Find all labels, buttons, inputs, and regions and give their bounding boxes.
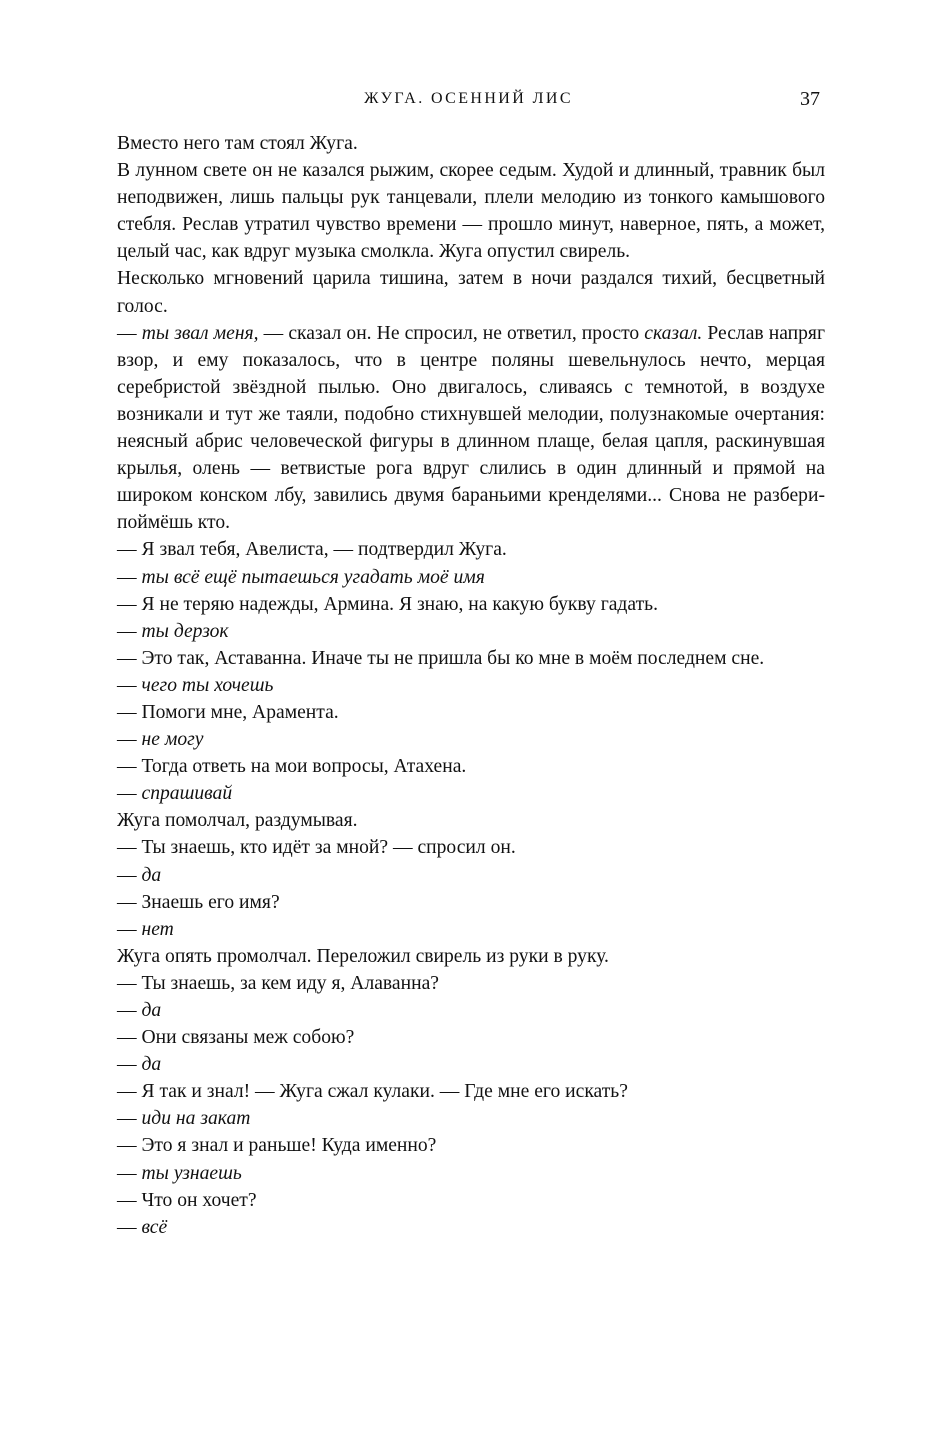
dialogue-dash: — [117, 1162, 142, 1184]
italic-speech: не могу [141, 729, 204, 751]
dialogue-line [117, 1187, 825, 1214]
page-number: 37 [800, 88, 820, 110]
italic-speech: да [141, 1000, 162, 1021]
text-run: — Это так, Аставанна. Иначе ты не пришла бы ко мне в моём последнем сне. [117, 647, 765, 669]
dialogue-dash: — [117, 1108, 142, 1130]
dialogue-line [117, 970, 825, 997]
dialogue-line [117, 1214, 825, 1241]
italic-speech: чего ты хочешь [141, 674, 274, 696]
dialogue-line [117, 1078, 825, 1105]
dialogue-dash: — [117, 864, 142, 886]
dialogue-line [117, 536, 825, 563]
dialogue-dash: — [117, 322, 142, 344]
running-header-title: ЖУГА. ОСЕННИЙ ЛИС [364, 90, 573, 107]
text-run: — Я не теряю надежды, Армина. Я знаю, на какую букву гадать. [117, 593, 658, 615]
italic-speech: да [141, 864, 162, 886]
italic-speech: всё [141, 1216, 168, 1238]
text-run: — Ты знаешь, за кем иду я, Алаванна? [117, 972, 439, 994]
dialogue-line [117, 672, 825, 699]
italic-speech: нет [141, 918, 174, 940]
text-run: — Тогда ответь на мои вопросы, Атахена. [117, 756, 467, 778]
text-run: — Они связаны меж собою? [117, 1027, 355, 1049]
italic-speech: да [141, 1054, 162, 1076]
italic-word: сказал. [644, 322, 703, 344]
dialogue-line [117, 699, 825, 726]
dialogue-line [117, 943, 825, 970]
text-run: Жуга помолчал, раздумывая. [117, 810, 358, 832]
italic-speech: ты узнаешь [141, 1162, 242, 1184]
paragraph: Несколько мгновений царила тишина, затем в ночи раздался тихий, бесцветный голос. [117, 268, 825, 317]
dialogue-line [117, 807, 825, 834]
text-run: — Ты знаешь, кто идёт за мной? — спросил он. [117, 837, 516, 859]
text-run: Жуга опять промолчал. Переложил свирель из руки в руку. [117, 945, 609, 967]
italic-speech: спрашивай [141, 783, 233, 805]
dialogue-dash: — [117, 729, 142, 751]
dialogue-line [117, 997, 825, 1024]
dialogue-dash: — [117, 918, 142, 940]
dialogue-line [117, 753, 825, 780]
dialogue-dash: — [117, 674, 142, 696]
text-run: — Знаешь его имя? [117, 891, 280, 913]
text-run: — сказал он. Не спросил, не ответил, просто [258, 322, 645, 344]
dialogue-line [117, 564, 825, 591]
text-run: — Помоги мне, Арамента. [117, 701, 339, 723]
dialogue-line [117, 1105, 825, 1132]
text-run: — Я звал тебя, Авелиста, — подтвердил Жуга. [117, 539, 507, 561]
dialogue-dash: — [117, 1054, 142, 1076]
dialogue-dash: — [117, 566, 142, 588]
italic-speech: иди на закат [141, 1108, 251, 1130]
dialogue-dash: — [117, 783, 142, 805]
dialogue-line [117, 834, 825, 861]
dialogue-line [117, 591, 825, 618]
dialogue-line [117, 780, 825, 807]
paragraph: Вместо него там стоял Жуга. [117, 133, 358, 154]
dialogue-dash: — [117, 620, 142, 642]
text-run: Реслав напряг взор, и ему показалось, что в центре поляны шевельнулось нечто, мерцая серебристой звёздной пылью. Оно двигалось, сливаясь с темнотой, в воздухе возникали и тут же таяли, подобно стихнувшей мелодии, полузнакомые очертания: неясный абрис человеческой фигуры в длинном плаще, белая цапля, раскинувшая крылья, олень — ветвистые рога вдруг слились в один длинный и прямой на широком конском лбу, завились двумя бараньими кренделями... Снова не разбери-поймёшь кто. [117, 322, 825, 534]
dialogue-line [117, 726, 825, 753]
dialogue-line [117, 1160, 825, 1187]
dialogue-dash: — [117, 1000, 142, 1021]
dialogue-line [117, 1132, 825, 1159]
paragraph [117, 320, 825, 537]
dialogue-line [117, 1024, 825, 1051]
italic-speech: ты всё ещё пытаешься угадать моё имя [141, 566, 485, 588]
dialogue-line [117, 889, 825, 916]
running-header [117, 88, 820, 114]
dialogue-line [117, 618, 825, 645]
paragraph: В лунном свете он не казался рыжим, скорее седым. Худой и длинный, травник был неподвижен, лишь пальцы рук танцевали, плели мелодию из тонкого камышового стебля. Реслав утратил чувство времени — прошло минут, наверное, пять, а может, целый час, как вдруг музыка смолкла. Жуга опустил свирель. [117, 160, 825, 263]
body-text [117, 130, 825, 1241]
text-run: — Это я знал и раньше! Куда именно? [117, 1135, 437, 1157]
italic-speech: ты дерзок [141, 620, 229, 642]
dialogue-line [117, 645, 825, 672]
text-run: — Что он хочет? [117, 1189, 257, 1211]
dialogue-line [117, 916, 825, 943]
dialogue-dash: — [117, 1216, 142, 1238]
dialogue-line [117, 1051, 825, 1078]
dialogue-line [117, 862, 825, 889]
dialogue-lines [117, 536, 825, 1240]
text-run: — Я так и знал! — Жуга сжал кулаки. — Где мне его искать? [117, 1081, 628, 1103]
italic-speech: ты звал меня, [141, 322, 259, 344]
